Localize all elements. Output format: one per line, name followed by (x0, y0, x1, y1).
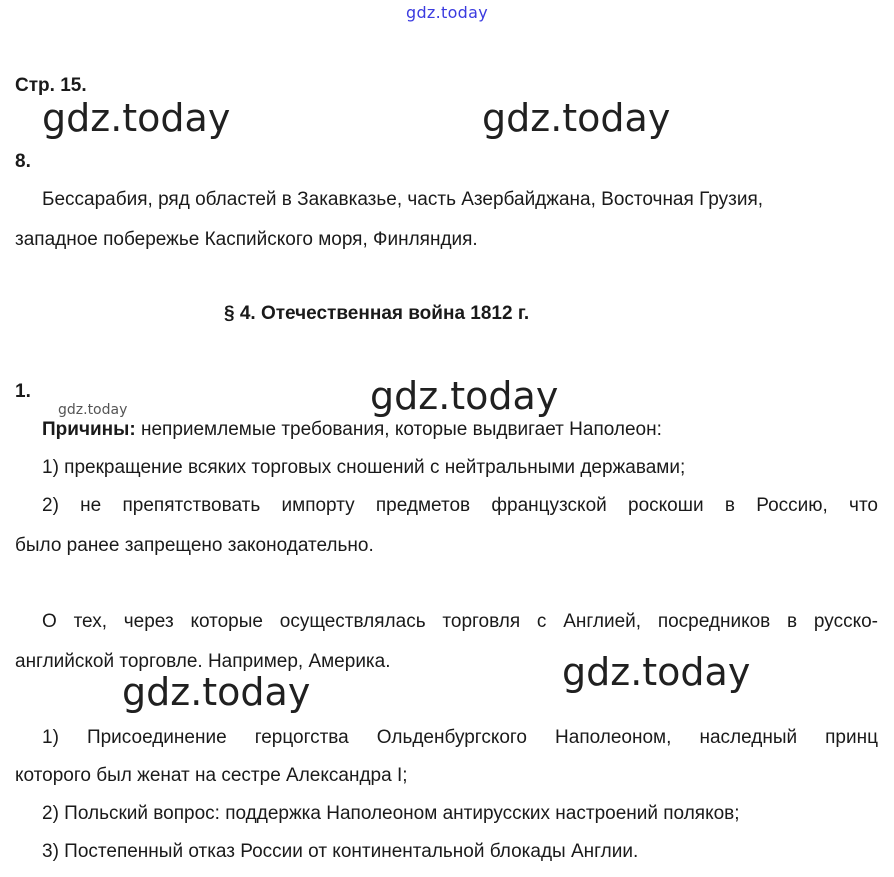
list-item: 3) Постепенный отказ России от континентальной блокады Англии. (42, 841, 639, 862)
answer-line: западное побережье Каспийского моря, Финляндия. (15, 229, 478, 250)
question-number: 1. (15, 381, 31, 402)
reasons-text: неприемлемые требования, которые выдвигает Наполеон: (135, 419, 662, 440)
list-item: 2) Польский вопрос: поддержка Наполеоном антирусских настроений поляков; (42, 803, 740, 824)
answer-line: Бессарабия, ряд областей в Закавказье, часть Азербайджана, Восточная Грузия, (42, 189, 764, 210)
watermark-large: gdz.today (562, 650, 751, 694)
page-reference: Стр. 15. (15, 75, 87, 96)
list-item: 2) не препятствовать импорту предметов французской роскоши в Россию, что (42, 495, 878, 516)
watermark-top: gdz.today (406, 3, 488, 22)
list-item-continuation: было ранее запрещено законодательно. (15, 535, 374, 556)
reasons-label: Причины: (42, 419, 136, 440)
question-number: 8. (15, 151, 31, 172)
list-item: 1) прекращение всяких торговых сношений с нейтральными державами; (42, 457, 686, 478)
list-item-continuation: которого был женат на сестре Александра I; (15, 765, 408, 786)
paragraph-line: английской торговле. Например, Америка. (15, 651, 391, 672)
list-item: 1) Присоединение герцогства Ольденбургского Наполеоном, наследный принц (42, 727, 878, 748)
section-heading: § 4. Отечественная война 1812 г. (224, 303, 530, 324)
watermark-large: gdz.today (370, 374, 559, 418)
watermark-small: gdz.today (58, 402, 128, 418)
paragraph-line: О тех, через которые осуществлялась торговля с Англией, посредников в русско- (42, 611, 878, 632)
watermark-large: gdz.today (482, 96, 671, 140)
reasons-line (42, 418, 662, 442)
watermark-large: gdz.today (122, 670, 311, 714)
watermark-large: gdz.today (42, 96, 231, 140)
